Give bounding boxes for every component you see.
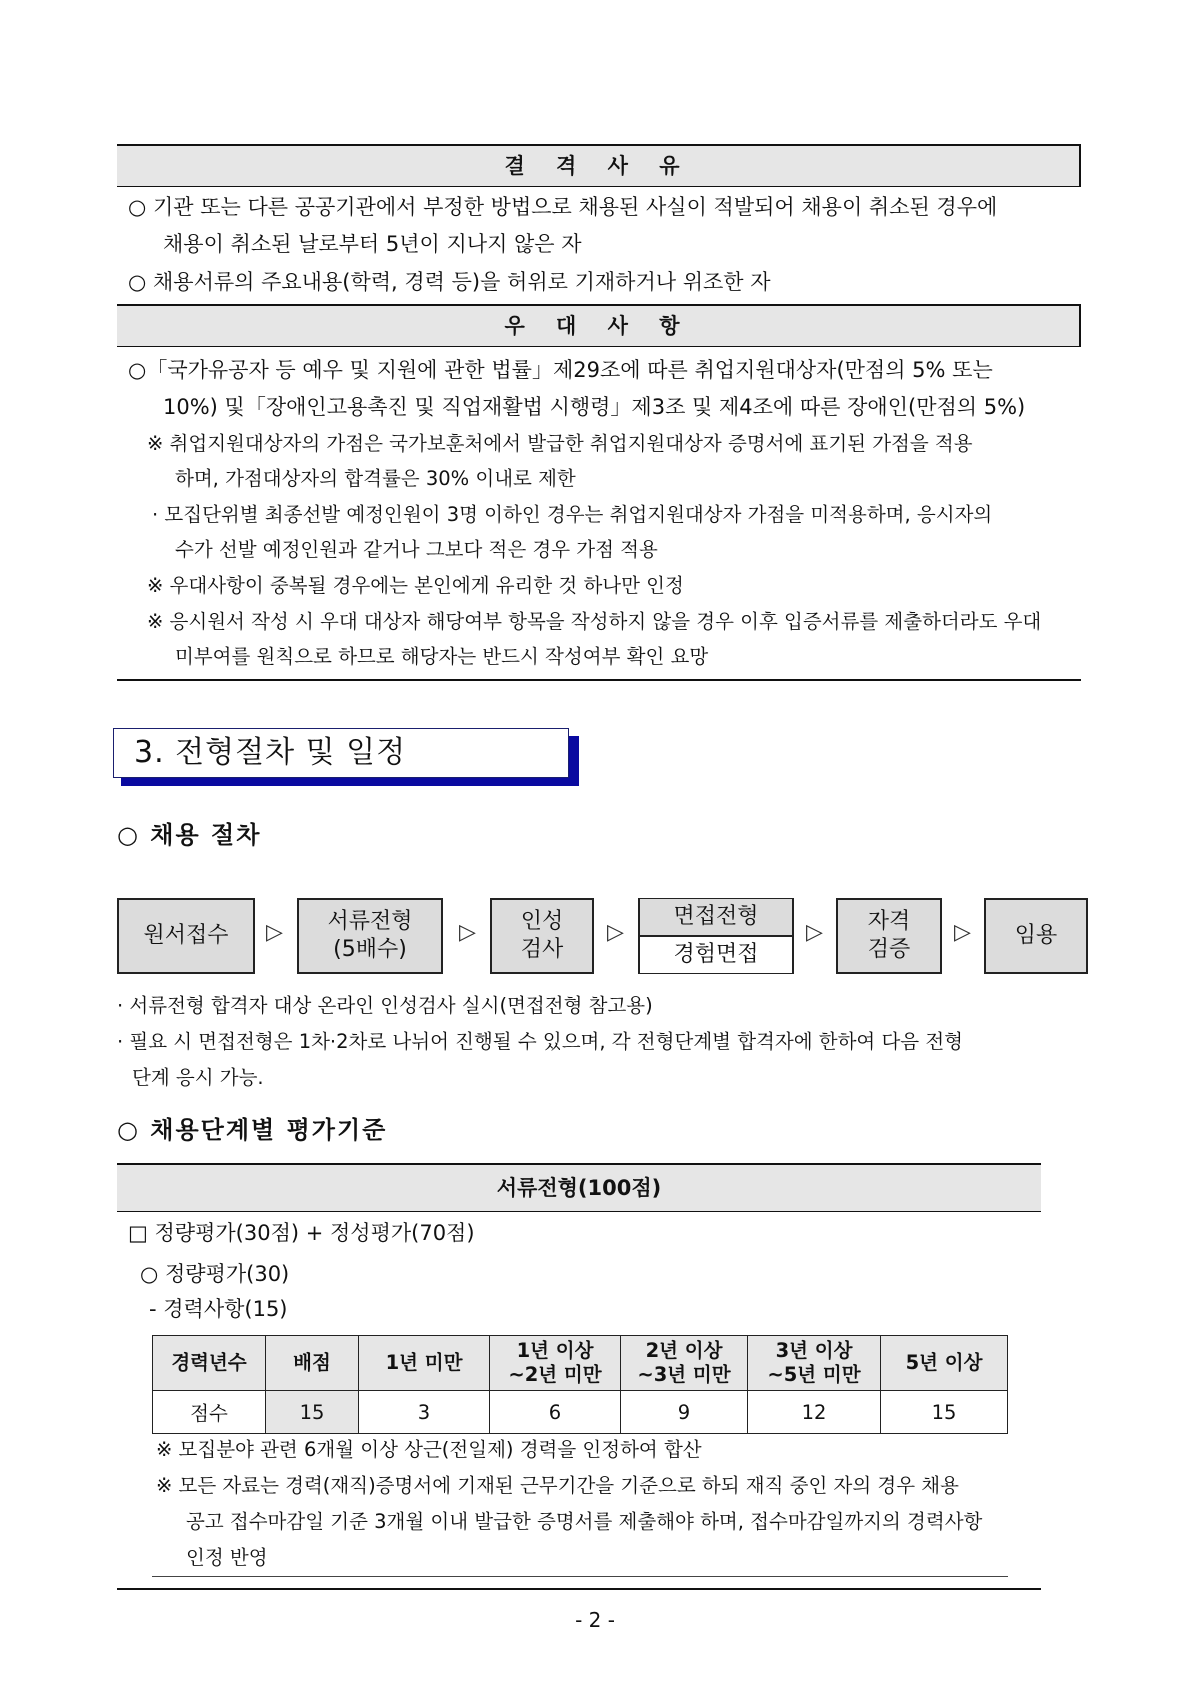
section-title: 3. 전형절차 및 일정 — [134, 735, 407, 770]
table-header: 1년 이상 ~2년 미만 — [490, 1336, 621, 1391]
flow-arrow: ▷ — [459, 920, 476, 945]
procedure-note-2-cont: 단계 응시 가능. — [132, 1066, 264, 1089]
step-interview — [638, 898, 794, 974]
page-bottom-rule — [117, 1588, 1041, 1590]
table-cell: 15 — [881, 1391, 1008, 1434]
table-cell: 3 — [359, 1391, 490, 1434]
disqualification-item-1: ○ 기관 또는 다른 공공기관에서 부정한 방법으로 채용된 사실이 적발되어 채용이 취소된 경우에 — [128, 195, 998, 219]
preference-note-4-cont: 미부여를 원칙으로 하므로 해당자는 반드시 작성여부 확인 요망 — [175, 645, 709, 668]
disqualification-item-2: ○ 채용서류의 주요내용(학력, 경력 등)을 허위로 기재하거나 위조한 자 — [128, 270, 771, 294]
step-application: 원서접수 — [117, 898, 255, 974]
table-header: 1년 미만 — [359, 1336, 490, 1391]
quantitative-heading: ○ 정량평가(30) — [140, 1262, 290, 1286]
table-cell: 점수 — [153, 1391, 266, 1434]
flow-arrow: ▷ — [806, 920, 823, 945]
table-cell: 15 — [266, 1391, 359, 1434]
disqualification-item-1-cont: 채용이 취소된 날로부터 5년이 지나지 않은 자 — [163, 232, 582, 256]
table-header: 2년 이상 ~3년 미만 — [621, 1336, 748, 1391]
page-number: - 2 - — [575, 1608, 615, 1632]
flow-arrow: ▷ — [607, 920, 624, 945]
disqualification-header: 결 격 사 유 — [117, 144, 1081, 187]
flow-arrow: ▷ — [266, 920, 283, 945]
preference-line-2: 10%) 및「장애인고용촉진 및 직업재활법 시행령」제3조 및 제4조에 따른 장애인(만점의 5%) — [163, 395, 1026, 419]
document-screening-header: 서류전형(100점) — [117, 1163, 1041, 1212]
preference-note-1-cont: 하며, 가점대상자의 합격률은 30% 이내로 제한 — [175, 467, 576, 490]
procedure-note-2: · 필요 시 면접전형은 1차·2차로 나뉘어 진행될 수 있으며, 각 전형단계별 합격자에 한하여 다음 전형 — [117, 1030, 963, 1053]
procedure-note-1: · 서류전형 합격자 대상 온라인 인성검사 실시(면접전형 참고용) — [117, 994, 653, 1017]
preference-line-1: ○「국가유공자 등 예우 및 지원에 관한 법률」제29조에 따른 취업지원대상자(만점의 5% 또는 — [128, 358, 993, 382]
step-interview-label: 면접전형 — [640, 899, 792, 937]
step-qualification-check: 자격 검증 — [836, 898, 942, 974]
table-cell: 9 — [621, 1391, 748, 1434]
table-header: 3년 이상 ~5년 미만 — [748, 1336, 881, 1391]
table-row — [153, 1391, 1008, 1434]
career-footnote-2-end: 인정 반영 — [186, 1546, 268, 1569]
career-heading: - 경력사항(15) — [149, 1297, 288, 1321]
step-personality-test: 인성 검사 — [490, 898, 594, 974]
career-footnote-2: ※ 모든 자료는 경력(재직)증명서에 기재된 근무기간을 기준으로 하되 재직 중인 자의 경우 채용 — [156, 1474, 959, 1497]
evaluation-formula: □ 정량평가(30점) + 정성평가(70점) — [128, 1221, 475, 1245]
step-appointment: 임용 — [984, 898, 1088, 974]
table-header: 배점 — [266, 1336, 359, 1391]
preference-note-4: ※ 응시원서 작성 시 우대 대상자 해당여부 항목을 작성하지 않을 경우 이후 입증서류를 제출하더라도 우대 — [147, 610, 1042, 633]
table-cell: 6 — [490, 1391, 621, 1434]
table-header-row — [153, 1336, 1008, 1391]
procedure-heading: ○ 채용 절차 — [117, 821, 262, 849]
criteria-heading: ○ 채용단계별 평가기준 — [117, 1116, 388, 1144]
career-score-table — [152, 1335, 1008, 1434]
footnote-divider — [152, 1576, 1008, 1577]
preference-note-2-cont: 수가 선발 예정인원과 같거나 그보다 적은 경우 가점 적용 — [175, 538, 658, 561]
career-footnote-1: ※ 모집분야 관련 6개월 이상 상근(전일제) 경력을 인정하여 합산 — [156, 1438, 702, 1461]
preference-note-2: · 모집단위별 최종선발 예정인원이 3명 이하인 경우는 취업지원대상자 가점을 미적용하며, 응시자의 — [152, 503, 993, 526]
step-document-screening: 서류전형 (5배수) — [297, 898, 443, 974]
flow-arrow: ▷ — [954, 920, 971, 945]
preference-header: 우 대 사 항 — [117, 304, 1081, 347]
section-divider — [117, 679, 1081, 681]
preference-note-3: ※ 우대사항이 중복될 경우에는 본인에게 유리한 것 하나만 인정 — [147, 574, 684, 597]
career-footnote-2-cont: 공고 접수마감일 기준 3개월 이내 발급한 증명서를 제출해야 하며, 접수마감일까지의 경력사항 — [186, 1510, 983, 1533]
table-header: 경력년수 — [153, 1336, 266, 1391]
preference-note-1: ※ 취업지원대상자의 가점은 국가보훈처에서 발급한 취업지원대상자 증명서에 표기된 가점을 적용 — [147, 432, 973, 455]
table-cell: 12 — [748, 1391, 881, 1434]
step-experience-interview: 경험면접 — [640, 937, 792, 973]
table-header: 5년 이상 — [881, 1336, 1008, 1391]
